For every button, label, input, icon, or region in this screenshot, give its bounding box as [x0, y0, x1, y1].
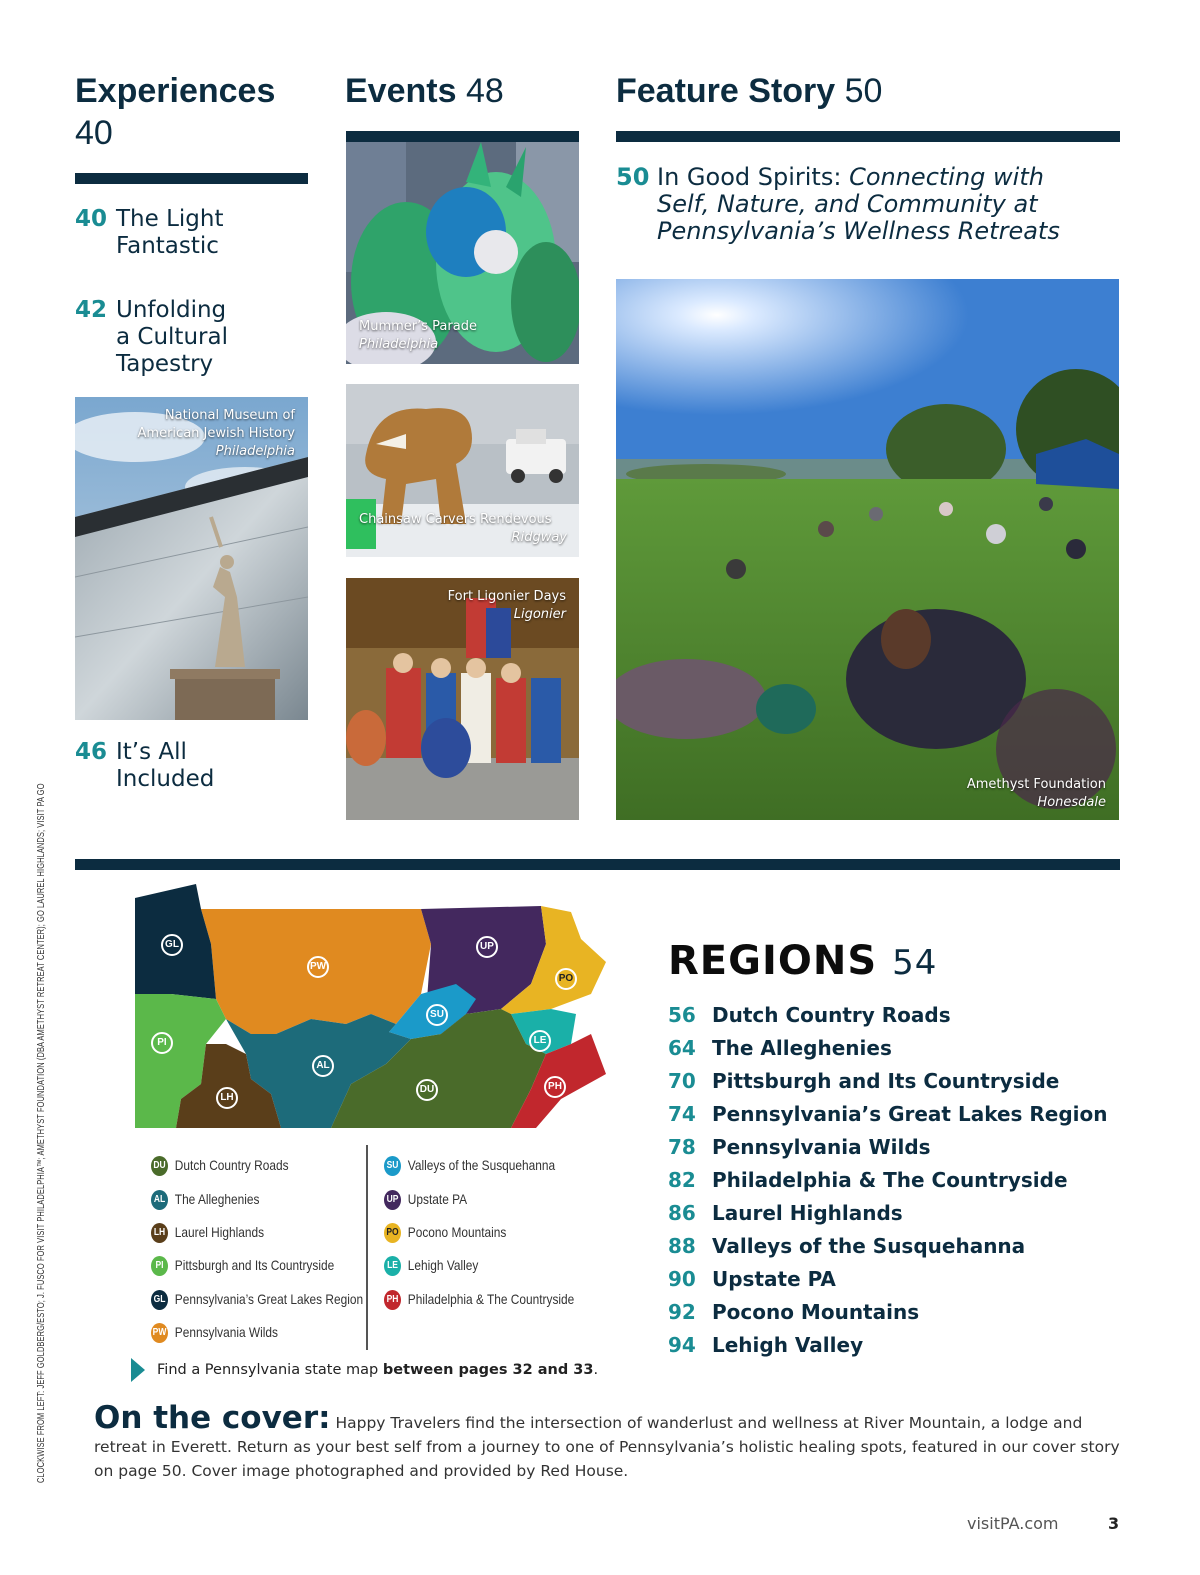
cover-text: Happy Travelers find the intersection of wanderlust and wellness at River Mountain, a lodge and retreat in Everett. Return as your best self from a journey to one of Pennsylvania’s holistic healing spots, featured in our cover story on page 50. Cover image photographed and provided by Red House.	[94, 1414, 1120, 1480]
legend-badge: LH	[151, 1223, 168, 1243]
legend-item	[151, 1255, 334, 1276]
feature-entry-title: In Good Spirits:	[657, 163, 842, 191]
region-entry[interactable]	[668, 1267, 836, 1291]
region-name: Upstate PA	[712, 1267, 836, 1291]
legend-label: Pocono Mountains	[407, 1224, 507, 1240]
legend-item	[384, 1289, 574, 1310]
cover-label: On the cover:	[94, 1400, 331, 1436]
regions-heading-text: REGIONS	[668, 938, 878, 984]
toc-entry-title: It’s All	[116, 739, 187, 765]
chainsaw-caption-title: Chainsaw Carvers Rendevous	[359, 512, 552, 527]
region-page: 70	[668, 1069, 696, 1093]
legend-badge: PH	[384, 1290, 401, 1310]
toc-entry-title: Included	[116, 766, 215, 792]
footer-page-number: 3	[1108, 1514, 1120, 1533]
experiences-rule	[75, 173, 308, 184]
region-page: 82	[668, 1168, 696, 1192]
legend-label: Valleys of the Susquehanna	[407, 1157, 556, 1173]
map-label-ph: PH	[544, 1076, 566, 1098]
feature-rule	[616, 131, 1120, 142]
legend-item	[384, 1222, 506, 1243]
toc-entry-title: The Light	[116, 206, 224, 232]
experiences-heading	[75, 70, 315, 154]
map-label-pw: PW	[307, 956, 329, 978]
events-heading-text: Events	[345, 72, 457, 110]
legend-label: Upstate PA	[407, 1191, 468, 1207]
toc-entry-title: Unfolding	[116, 297, 227, 323]
toc-entry-page: 40	[75, 206, 108, 232]
region-name: Pocono Mountains	[712, 1300, 920, 1324]
toc-entry-title: Fantastic	[116, 233, 219, 259]
map-label-pi: PI	[151, 1032, 173, 1054]
region-name: Lehigh Valley	[712, 1333, 864, 1357]
map-label-gl: GL	[161, 934, 183, 956]
region-entry[interactable]	[668, 1135, 931, 1159]
mummers-caption-location: Philadelphia	[359, 337, 439, 352]
region-name: Laurel Highlands	[712, 1201, 903, 1225]
map-label-al: AL	[312, 1055, 334, 1077]
region-page: 64	[668, 1036, 696, 1060]
amethyst-caption-location: Honesdale	[1037, 795, 1106, 810]
toc-entry-light-fantastic[interactable]	[75, 206, 315, 260]
map-label-du: DU	[416, 1079, 438, 1101]
legend-item	[151, 1289, 363, 1310]
toc-entry-cultural-tapestry[interactable]	[75, 297, 315, 378]
museum-caption-line2: American Jewish History	[137, 426, 295, 441]
mummers-caption-title: Mummer’s Parade	[359, 319, 477, 334]
amethyst-photo-caption	[967, 776, 1106, 812]
toc-entry-all-included[interactable]	[75, 739, 315, 793]
region-page: 92	[668, 1300, 696, 1324]
legend-label: The Alleghenies	[174, 1191, 260, 1207]
region-entry[interactable]	[668, 1003, 951, 1027]
pennsylvania-map-art	[131, 884, 606, 1129]
chainsaw-caption-location: Ridgway	[511, 530, 567, 545]
legend-badge: PI	[151, 1256, 168, 1276]
legend-badge: SU	[384, 1156, 401, 1176]
region-entry[interactable]	[668, 1069, 1059, 1093]
map-label-le: LE	[529, 1030, 551, 1052]
pennsylvania-region-map	[131, 884, 606, 1129]
fort-ligonier-photo	[346, 578, 579, 820]
toc-entry-page: 46	[75, 739, 108, 765]
toc-entry-page: 42	[75, 297, 108, 323]
legend-label: Lehigh Valley	[407, 1257, 479, 1273]
legend-label: Pennsylvania’s Great Lakes Region	[174, 1291, 364, 1307]
map-note	[131, 1358, 598, 1382]
toc-entry-title	[616, 164, 1120, 191]
map-label-up: UP	[476, 936, 498, 958]
amethyst-caption-title: Amethyst Foundation	[966, 777, 1106, 792]
legend-label: Dutch Country Roads	[174, 1157, 289, 1173]
museum-caption-line1: National Museum of	[164, 408, 295, 423]
events-heading	[345, 70, 504, 112]
feature-heading-page: 50	[844, 72, 883, 110]
region-page: 86	[668, 1201, 696, 1225]
legend-item	[384, 1155, 555, 1176]
map-note-suffix: .	[593, 1362, 599, 1378]
region-name: Pennsylvania Wilds	[712, 1135, 931, 1159]
region-page: 78	[668, 1135, 696, 1159]
region-name: Philadelphia & The Countryside	[712, 1168, 1068, 1192]
region-entry[interactable]	[668, 1300, 919, 1324]
museum-caption-location: Philadelphia	[215, 444, 295, 459]
legend-item	[151, 1155, 289, 1176]
toc-entry-good-spirits[interactable]	[616, 164, 1120, 245]
feature-heading	[616, 70, 882, 112]
map-label-lh: LH	[216, 1087, 238, 1109]
region-name: Pennsylvania’s Great Lakes Region	[712, 1102, 1108, 1126]
legend-item	[151, 1322, 278, 1343]
legend-badge: GL	[151, 1290, 168, 1310]
legend-label: Pittsburgh and Its Countryside	[174, 1257, 335, 1273]
region-page: 90	[668, 1267, 696, 1291]
legend-badge: UP	[384, 1190, 401, 1210]
photo-credit-text: CLOCKWISE FROM LEFT: JEFF GOLDBERG/ESTO; J. FUSCO FOR VISIT PHILADELPHIA™; AMETHYST FOUNDATION (DBA AMETHYST RETREAT CENTER); GO LAUREL HIGHLANDS; VISIT PA GO	[36, 783, 47, 1483]
region-entry[interactable]	[668, 1201, 903, 1225]
legend-label: Pennsylvania Wilds	[174, 1324, 278, 1340]
footer-site[interactable]: visitPA.com	[967, 1514, 1059, 1533]
region-page: 88	[668, 1234, 696, 1258]
map-note-prefix: Find a Pennsylvania state map	[157, 1362, 383, 1378]
events-heading-page: 48	[465, 72, 504, 110]
legend-item	[151, 1222, 264, 1243]
regions-heading-page: 54	[892, 943, 938, 983]
region-entry[interactable]	[668, 1234, 1025, 1258]
legend-badge: AL	[151, 1190, 168, 1210]
regions-heading	[668, 938, 937, 984]
region-name: Valleys of the Susquehanna	[712, 1234, 1026, 1258]
toc-entry-title: a Cultural	[116, 324, 228, 350]
mummers-photo-caption	[359, 318, 477, 354]
region-name: Dutch Country Roads	[712, 1003, 951, 1027]
feature-entry-subtitle: Self, Nature, and Community at	[657, 190, 1038, 218]
museum-photo-caption	[138, 407, 295, 461]
region-entry[interactable]	[668, 1036, 892, 1060]
experiences-heading-text: Experiences	[75, 72, 276, 110]
fort-caption-title: Fort Ligonier Days	[447, 589, 566, 604]
experiences-heading-page: 40	[75, 114, 113, 152]
photo-credit	[36, 550, 47, 1483]
toc-entry-title: Tapestry	[116, 351, 214, 377]
region-page: 94	[668, 1333, 696, 1357]
feature-entry-subtitle: Connecting with	[849, 163, 1044, 191]
legend-divider	[366, 1145, 368, 1350]
region-page: 56	[668, 1003, 696, 1027]
legend-badge: LE	[384, 1256, 401, 1276]
legend-badge: PO	[384, 1223, 401, 1243]
feature-heading-text: Feature Story	[616, 72, 836, 110]
amethyst-foundation-photo	[616, 279, 1119, 820]
region-page: 74	[668, 1102, 696, 1126]
map-label-su: SU	[426, 1004, 448, 1026]
mummers-parade-photo	[346, 142, 579, 364]
museum-photo	[75, 397, 308, 720]
fort-ligonier-photo-caption	[448, 588, 566, 624]
chainsaw-carvers-photo	[346, 384, 579, 557]
legend-label: Philadelphia & The Countryside	[407, 1291, 575, 1307]
legend-label: Laurel Highlands	[174, 1224, 265, 1240]
region-entry[interactable]	[668, 1333, 863, 1357]
chainsaw-photo-caption	[359, 511, 567, 547]
regions-divider	[75, 859, 1120, 870]
map-label-po: PO	[555, 968, 577, 990]
legend-badge: DU	[151, 1156, 168, 1176]
region-entry[interactable]	[668, 1102, 1108, 1126]
fort-caption-location: Ligonier	[513, 607, 566, 622]
legend-item	[384, 1255, 478, 1276]
legend-badge: PW	[151, 1323, 168, 1343]
region-entry[interactable]	[668, 1168, 1068, 1192]
region-name: Pittsburgh and Its Countryside	[712, 1069, 1060, 1093]
map-note-pages: between pages 32 and 33	[382, 1362, 594, 1378]
cover-description	[94, 1400, 1124, 1483]
region-name: The Alleghenies	[712, 1036, 892, 1060]
legend-item	[384, 1189, 467, 1210]
amethyst-photo-art	[616, 279, 1119, 820]
toc-entry-page: 50	[616, 163, 650, 191]
feature-entry-subtitle: Pennsylvania’s Wellness Retreats	[657, 217, 1060, 245]
legend-item	[151, 1189, 259, 1210]
events-rule	[346, 131, 579, 142]
play-arrow-icon	[131, 1358, 145, 1382]
